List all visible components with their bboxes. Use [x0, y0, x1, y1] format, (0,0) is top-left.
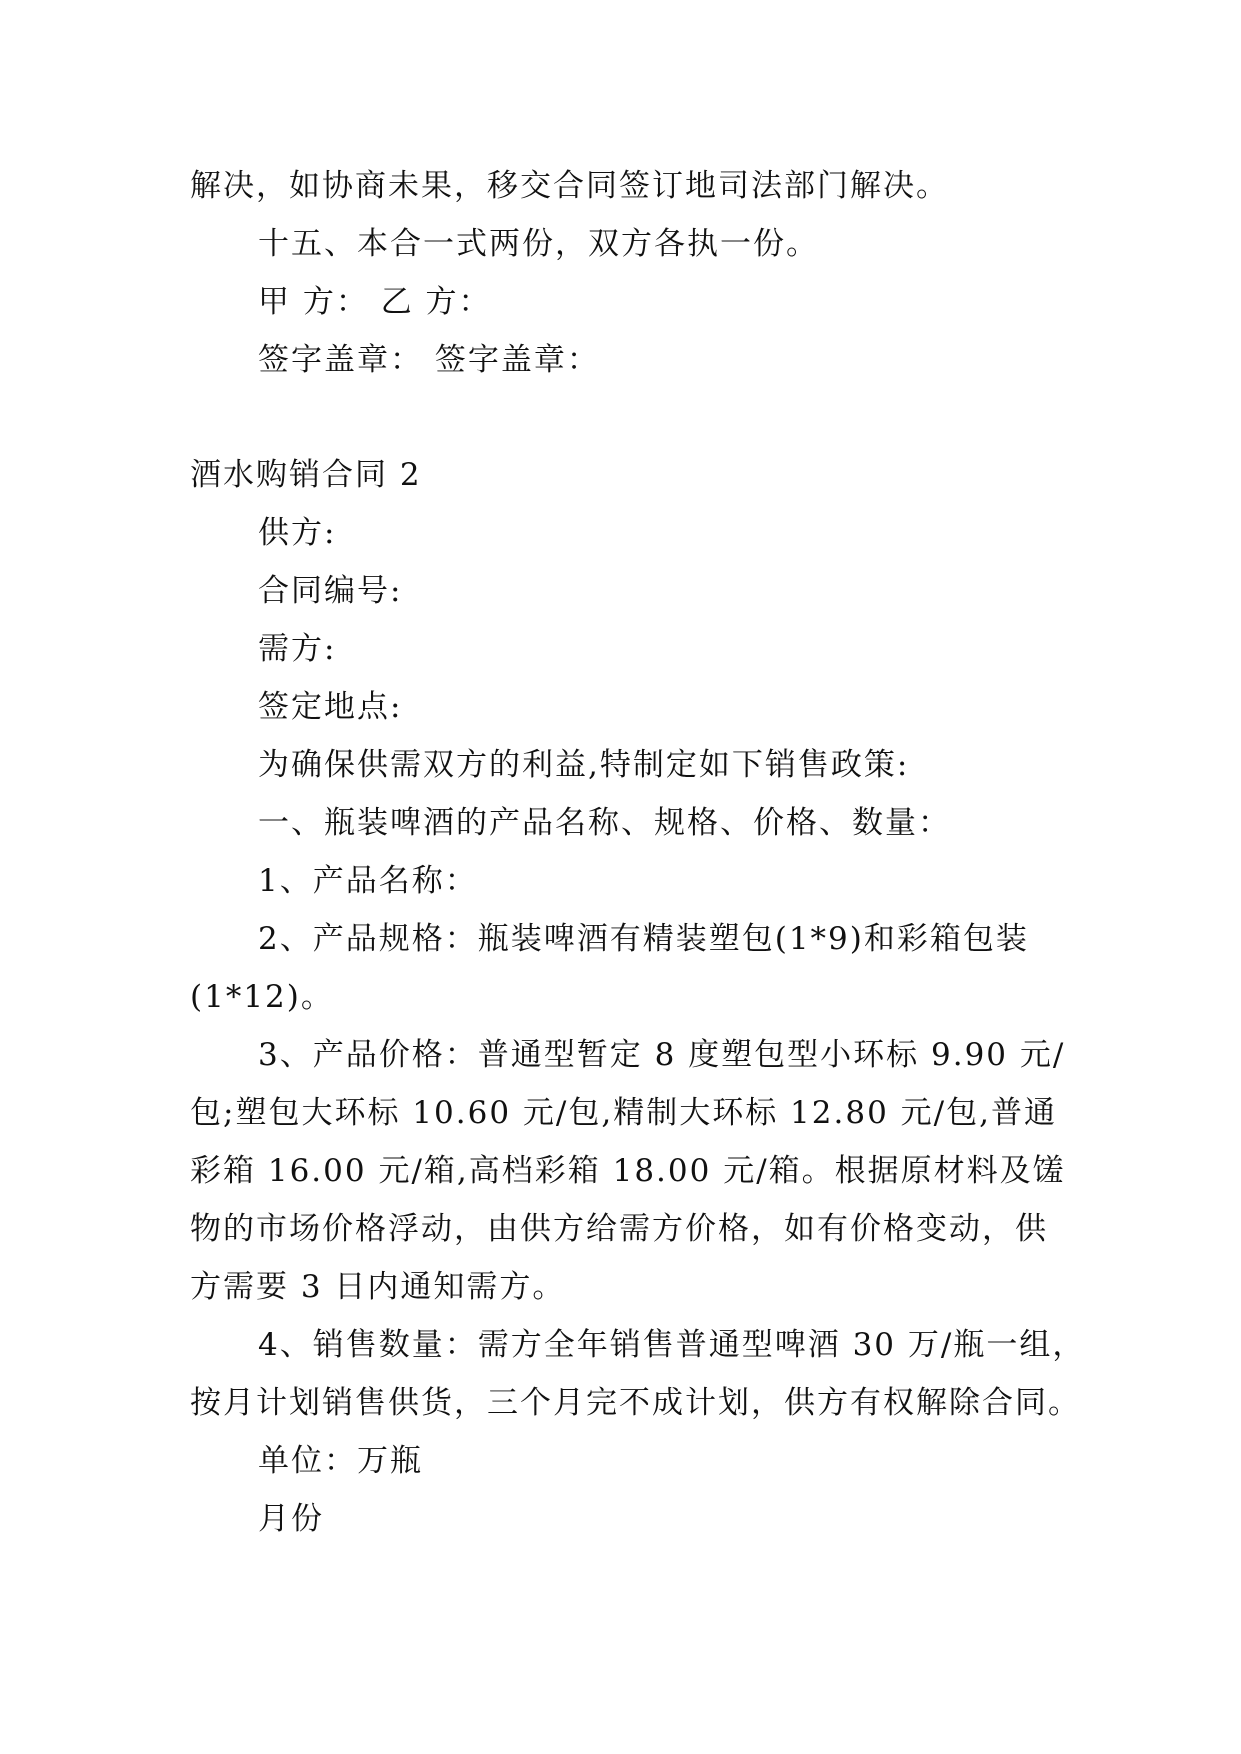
- contract-number-field: 合同编号:: [258, 573, 403, 609]
- unit-line: 单位：万瓶: [258, 1443, 423, 1479]
- contract-title: 酒水购销合同 2: [190, 457, 422, 493]
- month-line: 月份: [258, 1501, 324, 1537]
- sales-quantity-line-1: 4、销售数量：需方全年销售普通型啤酒 30 万/瓶一组，: [258, 1327, 1086, 1363]
- product-name-line: 1、产品名称：: [258, 863, 478, 899]
- product-spec-line-2: (1*12)。: [190, 979, 334, 1015]
- policy-intro-line: 为确保供需双方的利益,特制定如下销售政策:: [258, 747, 910, 783]
- product-price-line-4: 物的市场价格浮动，由供方给需方价格，如有价格变动，供: [190, 1211, 1048, 1247]
- product-price-line-3: 彩箱 16.00 元/箱,高档彩箱 18.00 元/箱。根据原材料及馐: [190, 1153, 1066, 1189]
- sales-quantity-line-2: 按月计划销售供货，三个月完不成计划，供方有权解除合同。: [190, 1385, 1081, 1421]
- party-names-line: 甲 方： 乙 方：: [258, 284, 492, 320]
- supplier-field: 供方:: [258, 515, 337, 551]
- product-price-line-5: 方需要 3 日内通知需方。: [190, 1269, 566, 1305]
- signature-line: 签字盖章： 签字盖章：: [258, 342, 600, 378]
- product-price-line-2: 包;塑包大环标 10.60 元/包,精制大环标 12.80 元/包,普通: [190, 1095, 1057, 1131]
- section-1-heading: 一、瓶装啤酒的产品名称、规格、价格、数量：: [258, 805, 951, 841]
- buyer-field: 需方:: [258, 631, 337, 667]
- signing-location-field: 签定地点:: [258, 689, 403, 725]
- product-price-line-1: 3、产品价格：普通型暂定 8 度塑包型小环标 9.90 元/: [258, 1037, 1066, 1073]
- paragraph-line-1: 解决，如协商未果，移交合同签订地司法部门解决。: [190, 168, 949, 204]
- clause-15-line: 十五、本合一式两份，双方各执一份。: [258, 226, 819, 262]
- product-spec-line-1: 2、产品规格：瓶装啤酒有精装塑包(1*9)和彩箱包装: [258, 921, 1029, 957]
